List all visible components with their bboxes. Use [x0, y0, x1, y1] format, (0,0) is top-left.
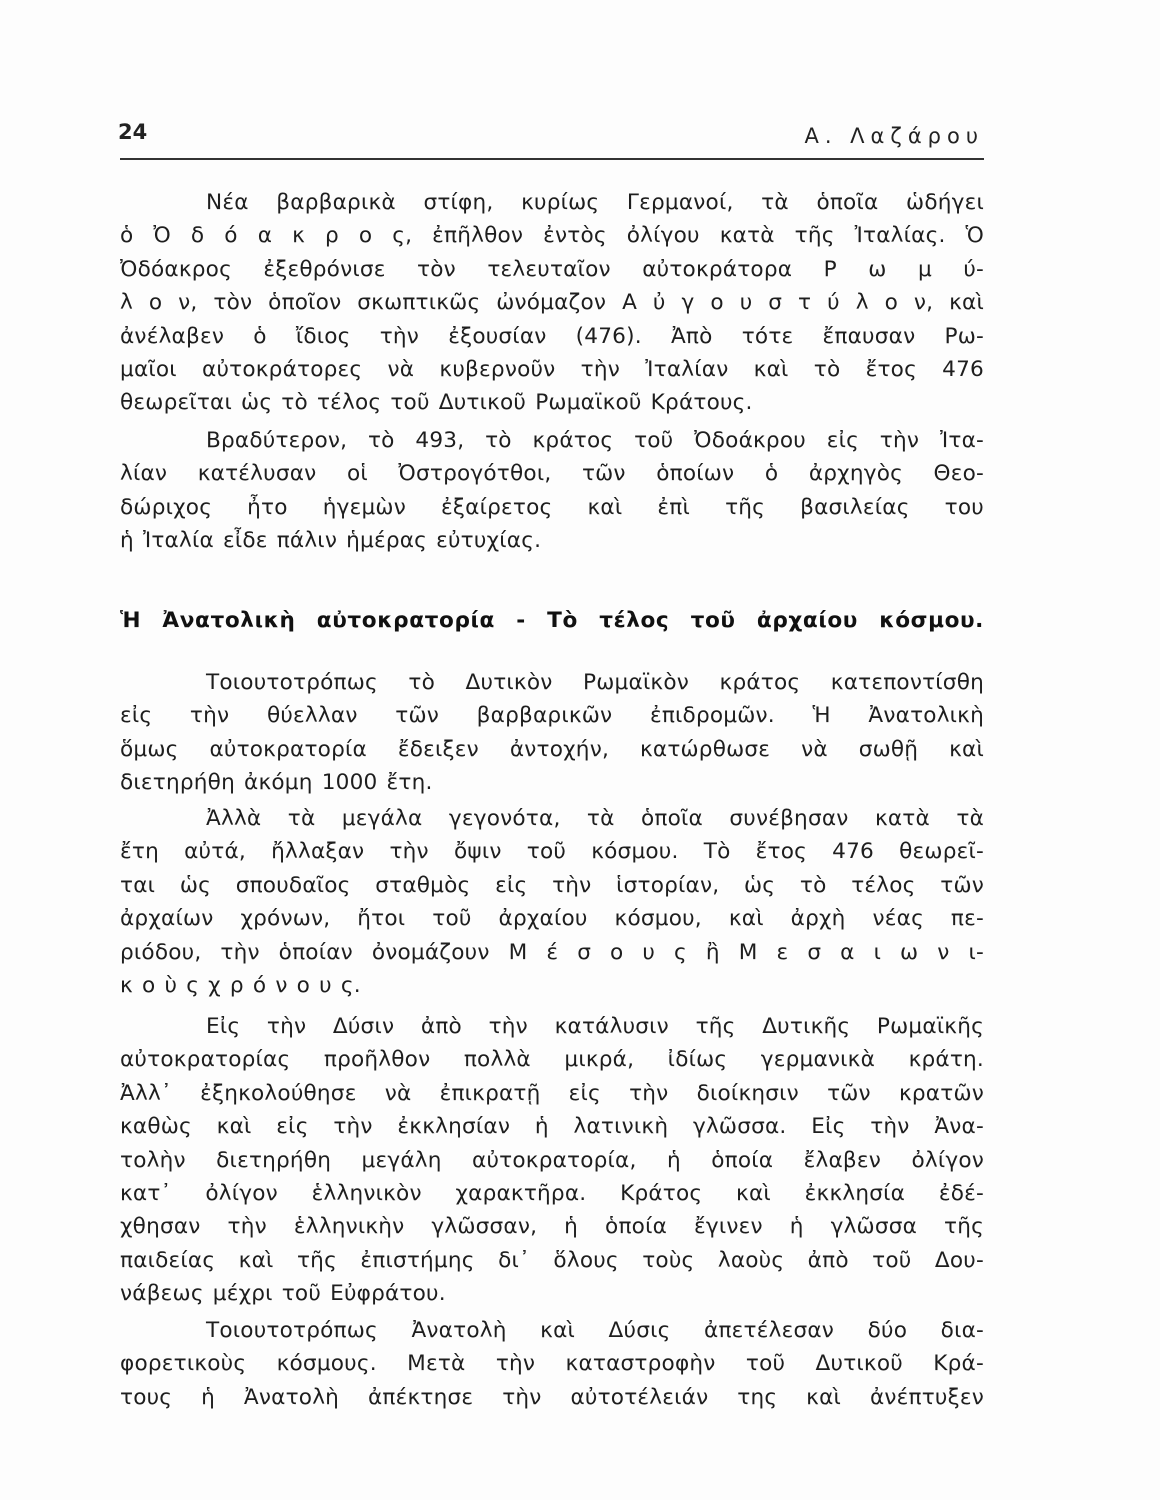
- paragraph-6: [120, 1314, 984, 1414]
- text-line: καθὼς καὶ εἰς τὴν ἐκκλησίαν ἡ λατινικὴ γλῶσσα. Εἰς τὴν Ἀνα-: [120, 1114, 984, 1140]
- text-line: ἔτη αὐτά, ἤλλαξαν τὴν ὄψιν τοῦ κόσμου. Τὸ ἔτος 476 θεωρεῖ-: [120, 839, 984, 865]
- text-line: εἰς τὴν θύελλαν τῶν βαρβαρικῶν ἐπιδρομῶν. Ἡ Ἀνατολικὴ: [120, 703, 984, 729]
- page-header: [118, 120, 984, 160]
- text-line: λίαν κατέλυσαν οἱ Ὀστρογότθοι, τῶν ὁποίων ὁ ἀρχηγὸς Θεο-: [120, 461, 984, 487]
- paragraph-2: [120, 424, 984, 558]
- text-line: Ἀλλ᾽ ἐξηκολούθησε νὰ ἐπικρατῇ εἰς τὴν διοίκησιν τῶν κρατῶν: [120, 1080, 984, 1106]
- header-rule: [120, 158, 984, 160]
- text-line: λ ο ν, τὸν ὁποῖον σκωπτικῶς ὠνόμαζον Α ὐ γ ο υ σ τ ύ λ ο ν, καὶ: [120, 290, 984, 316]
- text-line: διετηρήθη ἀκόμη 1000 ἔτη.: [120, 770, 433, 796]
- text-line: δώριχος ἦτο ἡγεμὼν ἐξαίρετος καὶ ἐπὶ τῆς βασιλείας του: [120, 494, 984, 520]
- paragraph-4: [120, 802, 984, 1002]
- text-line: Βραδύτερον, τὸ 493, τὸ κράτος τοῦ Ὀδοάκρου εἰς τὴν Ἰτα-: [206, 428, 984, 453]
- text-line: ριόδου, τὴν ὁποίαν ὀνομάζουν Μ έ σ ο υ ς ἢ Μ ε σ α ι ω ν ι-: [120, 939, 984, 965]
- paragraph-5: [120, 1010, 984, 1311]
- paragraph-1: [120, 186, 984, 420]
- text-line: τολὴν διετηρήθη μεγάλη αὐτοκρατορία, ἡ ὁποία ἔλαβεν ὀλίγον: [120, 1147, 984, 1173]
- text-line: αὐτοκρατορίας προῆλθον πολλὰ μικρά, ἰδίως γερμανικὰ κράτη.: [120, 1047, 984, 1073]
- text-line: ἀρχαίων χρόνων, ἤτοι τοῦ ἀρχαίου κόσμου, καὶ ἀρχὴ νέας πε-: [120, 906, 984, 932]
- text-line: ὅμως αὐτοκρατορία ἔδειξεν ἀντοχήν, κατώρθωσε νὰ σωθῇ καὶ: [120, 736, 984, 762]
- text-line: τους ἡ Ἀνατολὴ ἀπέκτησε τὴν αὐτοτέλειάν της καὶ ἀνέπτυξεν: [120, 1384, 984, 1410]
- text-line: κατ᾽ ὀλίγον ἑλληνικὸν χαρακτῆρα. Κράτος καὶ ἐκκλησία ἐδέ-: [120, 1181, 984, 1207]
- text-line: Τοιουτοτρόπως Ἀνατολὴ καὶ Δύσις ἀπετέλεσαν δύο δια-: [206, 1318, 984, 1343]
- running-head-author: Α. Λαζάρου: [804, 124, 984, 148]
- text-line: χθησαν τὴν ἑλληνικὴν γλῶσσαν, ἡ ὁποία ἔγινεν ἡ γλῶσσα τῆς: [120, 1214, 984, 1240]
- text-line: θεωρεῖται ὡς τὸ τέλος τοῦ Δυτικοῦ Ρωμαϊκοῦ Κράτους.: [120, 390, 753, 416]
- text-line: Εἰς τὴν Δύσιν ἀπὸ τὴν κατάλυσιν τῆς Δυτικῆς Ρωμαϊκῆς: [206, 1014, 984, 1039]
- paragraph-3: [120, 666, 984, 800]
- text-line: Τοιουτοτρόπως τὸ Δυτικὸν Ρωμαϊκὸν κράτος κατεποντίσθη: [206, 670, 984, 695]
- text-line: ὁ Ὀ δ ό α κ ρ ο ς, ἐπῆλθον ἐντὸς ὀλίγου κατὰ τῆς Ἰταλίας. Ὁ: [120, 223, 984, 249]
- text-line: Ἀλλὰ τὰ μεγάλα γεγονότα, τὰ ὁποῖα συνέβησαν κατὰ τὰ: [206, 806, 984, 831]
- text-line: κ ο ὺ ς χ ρ ό ν ο υ ς.: [120, 973, 361, 999]
- page-number: 24: [118, 120, 148, 144]
- text-line: ἡ Ἰταλία εἶδε πάλιν ἡμέρας εὐτυχίας.: [120, 528, 542, 554]
- text-line: Ὀδόακρος ἐξεθρόνισε τὸν τελευταῖον αὐτοκράτορα Ρ ω μ ύ-: [120, 256, 984, 282]
- section-heading: Ἡ Ἀνατολικὴ αὐτοκρατορία - Τὸ τέλος τοῦ ἀρχαίου κόσμου.: [120, 608, 984, 633]
- text-line: νάβεως μέχρι τοῦ Εὐφράτου.: [120, 1281, 446, 1307]
- text-line: φορετικοὺς κόσμους. Μετὰ τὴν καταστροφὴν τοῦ Δυτικοῦ Κρά-: [120, 1351, 984, 1377]
- text-line: ται ὡς σπουδαῖος σταθμὸς εἰς τὴν ἱστορίαν, ὡς τὸ τέλος τῶν: [120, 872, 984, 898]
- text-line: μαῖοι αὐτοκράτορες νὰ κυβερνοῦν τὴν Ἰταλίαν καὶ τὸ ἔτος 476: [120, 357, 984, 383]
- text-line: Νέα βαρβαρικὰ στίφη, κυρίως Γερμανοί, τὰ ὁποῖα ὡδήγει: [206, 190, 984, 215]
- text-line: παιδείας καὶ τῆς ἐπιστήμης δι᾽ ὅλους τοὺς λαοὺς ἀπὸ τοῦ Δου-: [120, 1247, 984, 1273]
- text-line: ἀνέλαβεν ὁ ἴδιος τὴν ἐξουσίαν (476). Ἀπὸ τότε ἔπαυσαν Ρω-: [120, 323, 984, 349]
